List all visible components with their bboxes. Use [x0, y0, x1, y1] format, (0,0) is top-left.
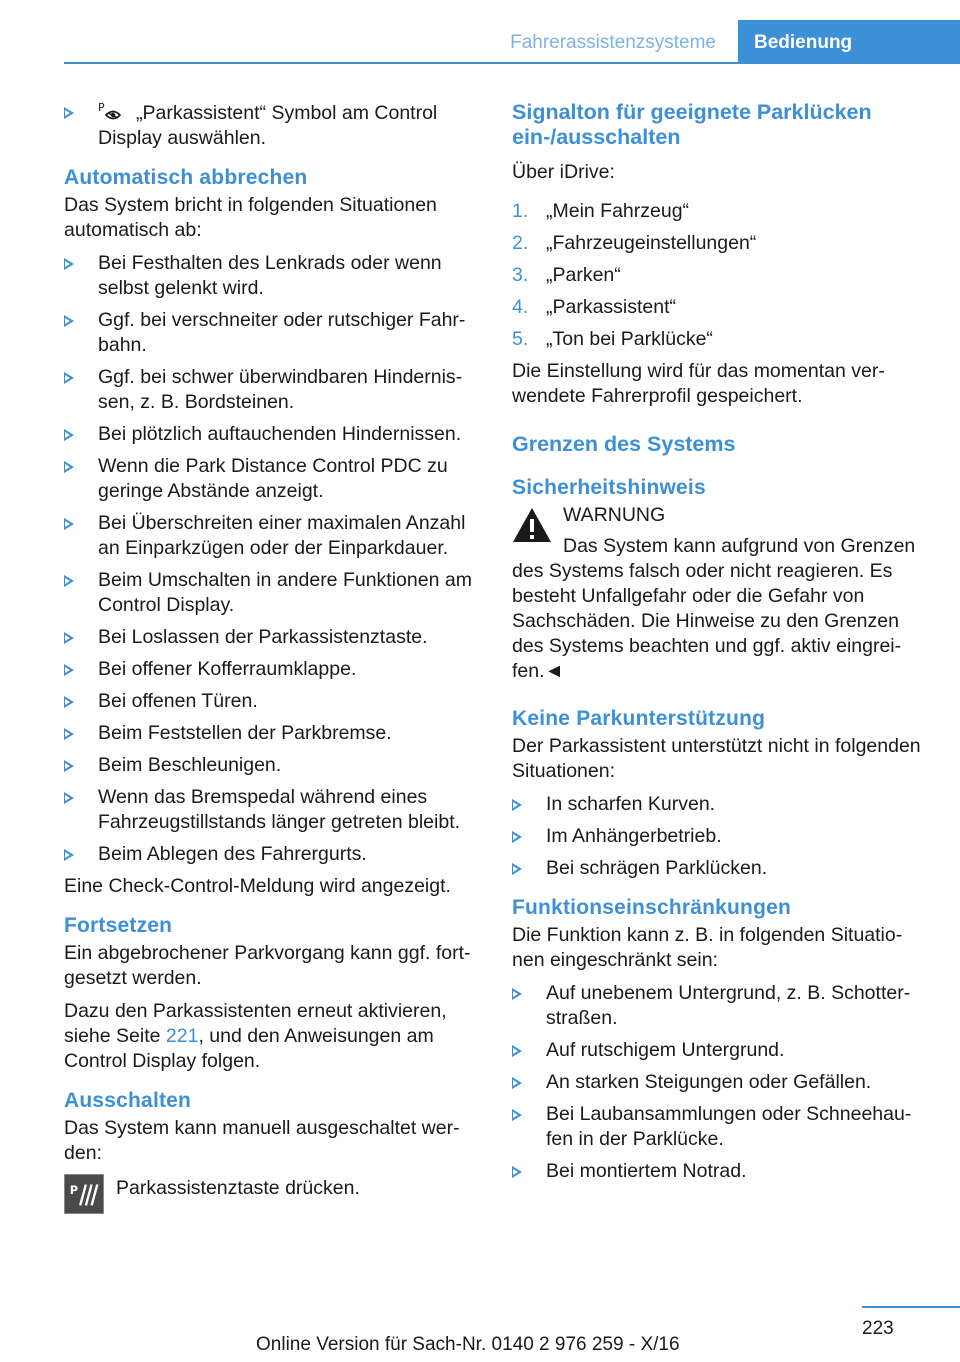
step-text: „Fahrzeugeinstellungen“ [546, 232, 757, 254]
abbrechen-list [64, 251, 484, 867]
svg-text:P: P [98, 101, 105, 114]
bullet-triangle-icon [64, 792, 74, 804]
list-item [64, 753, 484, 778]
bullet-triangle-icon [512, 1077, 522, 1089]
bullet-triangle-icon [64, 575, 74, 587]
list-item [512, 1038, 924, 1063]
list-item-text: Bei Überschreiten einer maximalen Anzahl an Einparkzügen oder der Einparkdauer. [98, 512, 466, 559]
list-item-text: Bei Loslassen der Parkassistenztaste. [98, 626, 428, 648]
abbrechen-intro: Das System bricht in folgenden Situationen automatisch ab: [64, 194, 437, 241]
select-symbol-list [64, 100, 484, 151]
bullet-triangle-icon [512, 863, 522, 875]
bullet-triangle-icon [64, 461, 74, 473]
list-item-text: Im Anhängerbetrieb. [546, 825, 722, 847]
list-item-text: Bei Laubansammlungen oder Schneehaufen in der Parklücke. [546, 1103, 912, 1150]
list-item-text: Bei offener Kofferraumklappe. [98, 658, 357, 680]
step-item [512, 263, 924, 288]
fortsetzen-p1: Ein abgebrochener Parkvorgang kann ggf. fortgesetzt werden. [64, 942, 471, 989]
list-item [64, 568, 484, 618]
abbrechen-outro: Eine Check-Control-Meldung wird angezeigt. [64, 875, 451, 897]
list-item [64, 251, 484, 301]
step-text: „Parkassistent“ [546, 296, 677, 318]
bullet-triangle-icon [64, 696, 74, 708]
right-column [512, 100, 924, 1191]
list-item [512, 1102, 924, 1152]
keine-intro: Der Parkassistent unterstützt nicht in folgenden Situationen: [512, 735, 921, 782]
list-item-text: Wenn das Bremspedal während eines Fahrzeugstillstands länger getreten bleibt. [98, 786, 461, 833]
header-chapter-tab: Bedienung [738, 20, 960, 64]
bullet-triangle-icon [64, 664, 74, 676]
page-header [0, 0, 960, 64]
bullet-triangle-icon [64, 315, 74, 327]
bullet-triangle-icon [64, 760, 74, 772]
bullet-triangle-icon [512, 1166, 522, 1178]
bullet-triangle-icon [512, 831, 522, 843]
keine-list [512, 792, 924, 881]
park-assistant-icon [98, 100, 124, 122]
warning-title: WARNUNG [563, 504, 666, 526]
list-item-text: Beim Beschleunigen. [98, 754, 282, 776]
bullet-triangle-icon [64, 728, 74, 740]
bullet-triangle-icon [512, 799, 522, 811]
bullet-triangle-icon [64, 372, 74, 384]
heading-fortsetzen: Fortsetzen [64, 914, 173, 937]
first-item-text: „Parkassistent“ Symbol am Control Display auswählen. [98, 102, 438, 149]
list-item [64, 365, 484, 415]
heading-sicherheitshinweis: Sicherheitshinweis [512, 476, 706, 499]
fortsetzen-p2-before: Dazu den Parkassistenten erneut aktivieren, siehe Seite [64, 1000, 447, 1047]
list-item [64, 785, 484, 835]
step-item [512, 199, 924, 224]
funktion-intro: Die Funktion kann z. B. in folgenden Situationen eingeschränkt sein: [512, 924, 903, 971]
step-number: 5. [512, 328, 529, 350]
step-number: 1. [512, 200, 529, 222]
list-item [64, 511, 484, 561]
svg-text:P: P [69, 1183, 79, 1197]
list-item [64, 308, 484, 358]
list-item-text: In scharfen Kurven. [546, 793, 716, 815]
list-item [64, 657, 484, 682]
list-item [64, 454, 484, 504]
warning-box [512, 503, 924, 684]
park-assist-button-icon [64, 1174, 104, 1214]
list-item-text: Wenn die Park Distance Control PDC zu geringe Abstände anzeigt. [98, 455, 448, 502]
list-item-text: Bei Festhalten des Lenkrads oder wenn selbst gelenkt wird. [98, 252, 442, 299]
list-item-text: Bei schrägen Parklücken. [546, 857, 768, 879]
heading-automatisch-abbrechen: Automatisch abbrechen [64, 166, 308, 189]
page-link-221[interactable]: 221 [165, 1025, 199, 1047]
bullet-triangle-icon [512, 1045, 522, 1057]
bullet-triangle-icon [64, 518, 74, 530]
list-item [512, 856, 924, 881]
list-item-text: An starken Steigungen oder Gefällen. [546, 1071, 872, 1093]
bullet-triangle-icon [64, 107, 74, 119]
park-button-text: Parkassistenztaste drücken. [116, 1177, 360, 1199]
signal-outro: Die Einstellung wird für das momentan verwendete Fahrerprofil gespeichert. [512, 360, 885, 407]
step-item [512, 327, 924, 352]
step-text: „Mein Fahrzeug“ [546, 200, 690, 222]
list-item [512, 1159, 924, 1184]
list-item-text: Auf rutschigem Untergrund. [546, 1039, 785, 1061]
list-item-text: Bei montiertem Notrad. [546, 1160, 747, 1182]
step-item [512, 295, 924, 320]
warning-text: des Systems falsch oder nicht reagieren. Es besteht Unfallgefahr oder die Gefahr von Sachschäden. Die Hinweise zu den Grenzen des Systems beachten und ggf. aktiv eingreifen.◄ [512, 560, 902, 682]
warning-triangle-icon [512, 507, 552, 543]
list-item [512, 792, 924, 817]
heading-funktionseinschraenkungen: Funktionseinschränkungen [512, 896, 791, 919]
fortsetzen-p2 [64, 999, 484, 1074]
heading-keine-parkunterstuetzung: Keine Parkunterstützung [512, 707, 766, 730]
list-item [64, 842, 484, 867]
list-item-text: Auf unebenem Untergrund, z. B. Schotterstraßen. [546, 982, 911, 1029]
step-number: 3. [512, 264, 529, 286]
header-rule [64, 62, 960, 64]
page-number: 223 [862, 1318, 894, 1339]
list-item [64, 721, 484, 746]
step-number: 4. [512, 296, 529, 318]
bullet-triangle-icon [512, 988, 522, 1000]
footer-rule [862, 1306, 960, 1308]
list-item [64, 625, 484, 650]
warning-first-line: Das System kann aufgrund von Grenzen [563, 535, 916, 557]
step-text: „Ton bei Parklücke“ [546, 328, 713, 350]
step-item [512, 231, 924, 256]
step-number: 2. [512, 232, 529, 254]
park-button-row [64, 1174, 484, 1214]
bullet-triangle-icon [64, 849, 74, 861]
bullet-triangle-icon [512, 1109, 522, 1121]
list-item-text: Beim Umschalten in andere Funktionen am Control Display. [98, 569, 472, 616]
heading-grenzen: Grenzen des Systems [512, 432, 736, 456]
signal-intro: Über iDrive: [512, 161, 615, 183]
list-item [512, 981, 924, 1031]
list-item-text: Ggf. bei verschneiter oder rutschiger Fahrbahn. [98, 309, 466, 356]
step-text: „Parken“ [546, 264, 621, 286]
bullet-triangle-icon [64, 258, 74, 270]
funktion-list [512, 981, 924, 1184]
left-column [64, 100, 484, 1214]
bullet-triangle-icon [64, 429, 74, 441]
list-item-text: Beim Feststellen der Parkbremse. [98, 722, 392, 744]
list-item [64, 100, 484, 151]
footer-text: Online Version für Sach-Nr. 0140 2 976 259 - X/16 [256, 1334, 680, 1355]
list-item-text: Bei plötzlich auftauchenden Hindernissen. [98, 423, 462, 445]
list-item-text: Beim Ablegen des Fahrergurts. [98, 843, 367, 865]
ausschalten-p1: Das System kann manuell ausgeschaltet werden: [64, 1117, 460, 1164]
list-item [64, 422, 484, 447]
heading-ausschalten: Ausschalten [64, 1089, 192, 1112]
list-item [512, 824, 924, 849]
list-item [512, 1070, 924, 1095]
bullet-triangle-icon [64, 632, 74, 644]
signal-steps-list [512, 199, 924, 352]
list-item-text: Ggf. bei schwer überwindbaren Hindernissen, z. B. Bordsteinen. [98, 366, 463, 413]
heading-signalton: Signalton für geeignete Parklücken ein-/ausschalten [512, 100, 872, 149]
header-section-title: Fahrerassistenzsysteme [510, 32, 716, 53]
list-item [64, 689, 484, 714]
list-item-text: Bei offenen Türen. [98, 690, 258, 712]
fortsetzen-p2-after: , und den Anweisungen am Control Display folgen. [64, 1025, 434, 1072]
